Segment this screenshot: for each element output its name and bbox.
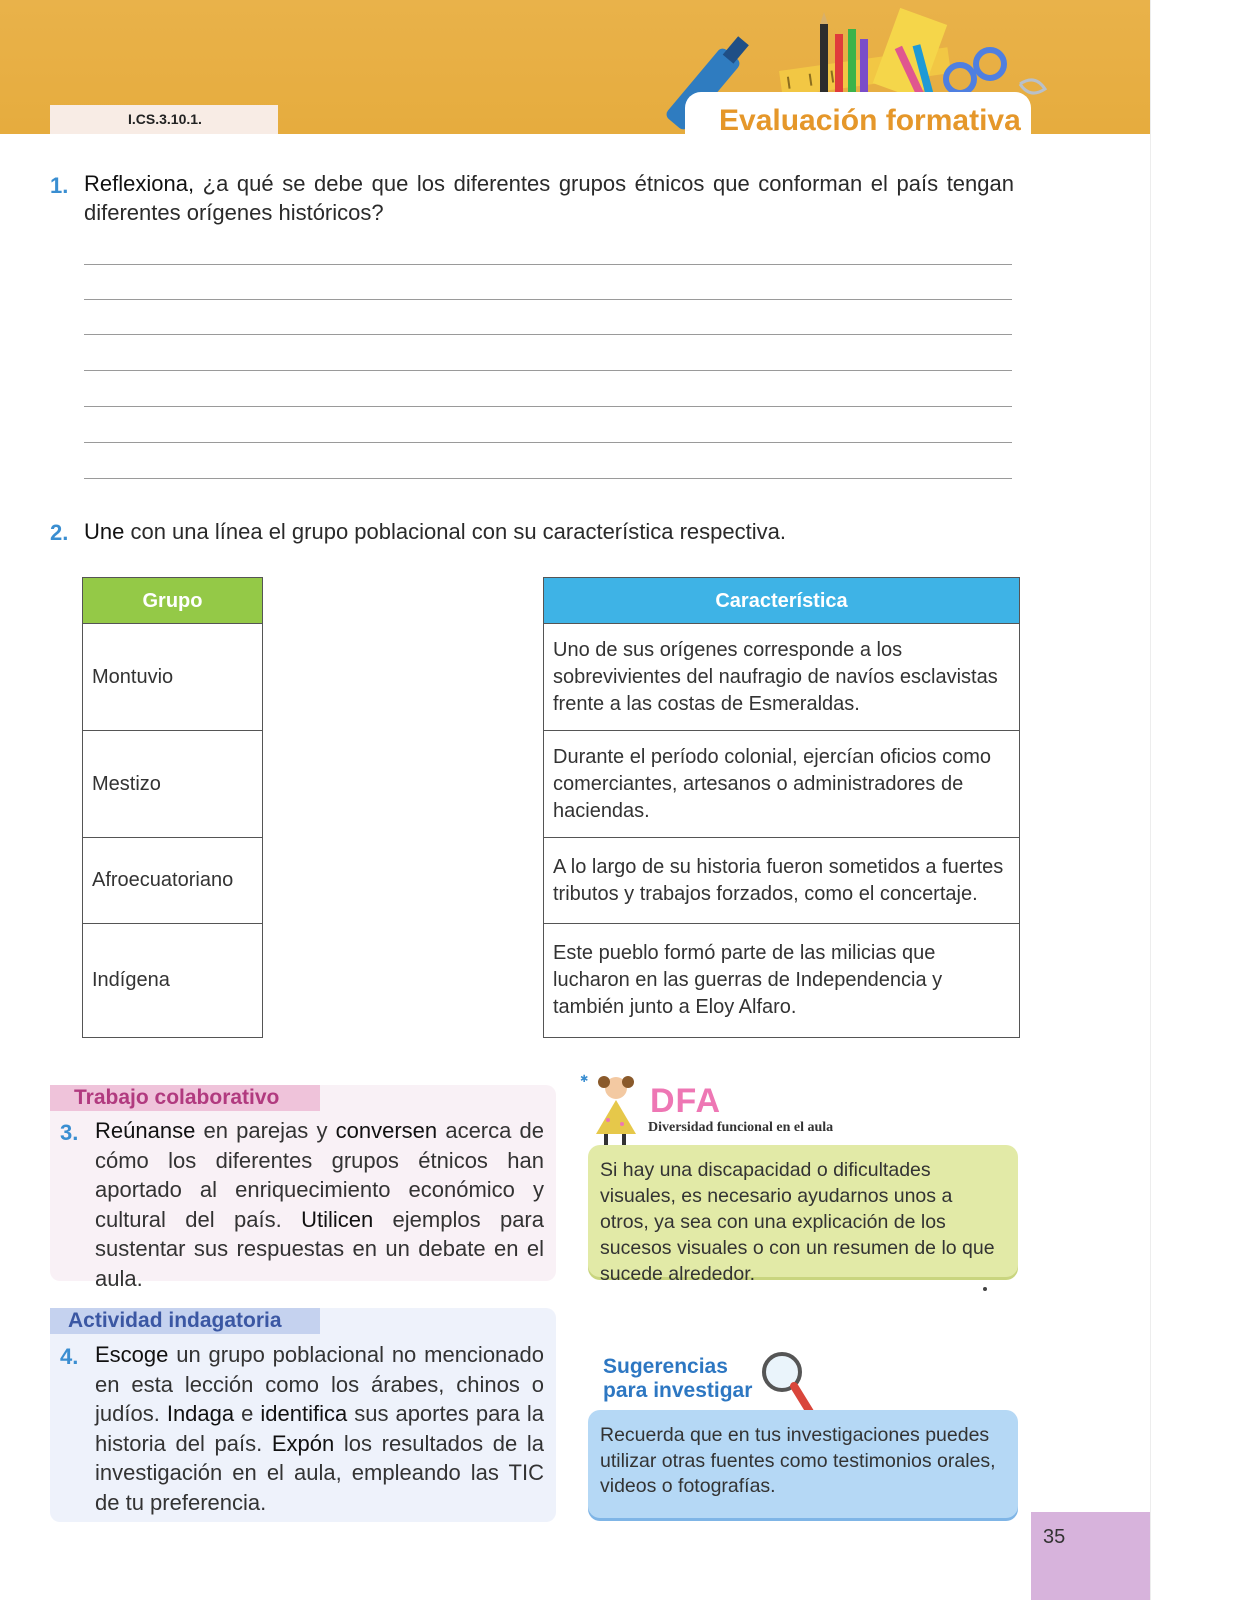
page-number: 35 bbox=[1031, 1512, 1150, 1600]
caracteristica-table bbox=[543, 577, 1020, 1038]
grupo-header: Grupo bbox=[83, 578, 262, 624]
dfa-note: Si hay una discapacidad o dificultades visuales, es necesario ayudarnos unos a otros, ya sea con una explicación de los sucesos visuales o con un resumen de lo que sucede alrededor. bbox=[588, 1145, 1018, 1277]
girl-figure-icon bbox=[578, 1072, 654, 1152]
curriculum-code: I.CS.3.10.1. bbox=[50, 105, 278, 134]
text-span: e bbox=[234, 1401, 261, 1426]
dfa-title: DFA bbox=[650, 1082, 721, 1120]
question-2-number: 2. bbox=[50, 520, 69, 545]
collab-tag: Trabajo colaborativo bbox=[50, 1085, 320, 1111]
activity-3-number: 3. bbox=[60, 1120, 79, 1145]
sugerencias-title-line: Sugerencias bbox=[603, 1355, 728, 1378]
grupo-cell-indigena[interactable]: Indígena bbox=[92, 969, 170, 991]
answer-line[interactable] bbox=[84, 478, 1012, 479]
sugerencias-title-line: para investigar bbox=[603, 1379, 753, 1402]
page-margin bbox=[1150, 0, 1236, 1600]
text-span: sus aportes para la historia del país. bbox=[95, 1401, 544, 1456]
activity-3-text bbox=[95, 1116, 544, 1293]
question-2-body: con una línea el grupo poblacional con su característica respectiva. bbox=[124, 519, 786, 544]
text-span: acerca de cómo los diferentes grupos étnicos han aportado al enriquecimiento económico y cultural del país. bbox=[95, 1118, 545, 1232]
keyword: identifica bbox=[260, 1401, 348, 1426]
keyword: Indaga bbox=[166, 1401, 235, 1426]
text-span: en parejas y bbox=[195, 1118, 336, 1143]
text-span: un grupo poblacional no mencionado en esta lección como los árabes, chinos o judíos. bbox=[95, 1342, 544, 1426]
question-1-keyword: Reflexiona, bbox=[84, 171, 195, 196]
caracteristica-header: Característica bbox=[544, 578, 1019, 624]
answer-line[interactable] bbox=[84, 264, 1012, 265]
grupo-cell-montuvio[interactable]: Montuvio bbox=[83, 624, 262, 731]
text-span: ejemplos para sustentar sus respuestas en un debate en el aula. bbox=[95, 1206, 544, 1291]
keyword: Utilicen bbox=[301, 1206, 374, 1232]
svg-text:✱: ✱ bbox=[580, 1074, 589, 1085]
dfa-subtitle: Diversidad funcional en el aula bbox=[648, 1120, 834, 1135]
stray-mark bbox=[983, 1287, 987, 1291]
indagatoria-tag: Actividad indagatoria bbox=[50, 1308, 320, 1334]
caracteristica-cell[interactable]: Este pueblo formó parte de las milicias que lucharon en las guerras de Independencia y también junto a Eloy Alfaro. bbox=[553, 942, 943, 1018]
answer-line[interactable] bbox=[84, 406, 1012, 407]
caracteristica-cell[interactable]: Durante el período colonial, ejercían oficios como comerciantes, artesanos o administradores de haciendas. bbox=[544, 731, 1019, 838]
grupo-table bbox=[82, 577, 263, 1038]
keyword: conversen bbox=[335, 1118, 438, 1143]
question-2-keyword: Une bbox=[84, 519, 125, 544]
answer-line[interactable] bbox=[84, 370, 1012, 371]
caracteristica-cell[interactable]: A lo largo de su historia fueron sometidos a fuertes tributos y trabajos forzados, como el concertaje. bbox=[544, 838, 1019, 924]
question-1-number: 1. bbox=[50, 173, 69, 198]
answer-line[interactable] bbox=[84, 334, 1012, 335]
sugerencias-note: Recuerda que en tus investigaciones puedes utilizar otras fuentes como testimonios orales, videos o fotografías. bbox=[588, 1410, 1018, 1518]
text-span: los resultados de la investigación en el aula, empleando las TIC de tu preferencia. bbox=[95, 1430, 545, 1515]
activity-4-text bbox=[95, 1340, 544, 1517]
section-title: Evaluación formativa bbox=[685, 92, 1031, 142]
grupo-cell-mestizo[interactable]: Mestizo bbox=[83, 731, 262, 838]
activity-4-number: 4. bbox=[60, 1344, 79, 1369]
grupo-cell-afroecuatoriano[interactable]: Afroecuatoriano bbox=[83, 838, 262, 924]
sugerencias-title bbox=[603, 1355, 752, 1403]
answer-line[interactable] bbox=[84, 299, 1012, 300]
question-2-text bbox=[84, 517, 1014, 546]
keyword: Escoge bbox=[95, 1342, 169, 1367]
keyword: Expón bbox=[271, 1430, 335, 1456]
answer-line[interactable] bbox=[84, 442, 1012, 443]
question-1-body: ¿a qué se debe que los diferentes grupos étnicos que conforman el país tengan diferentes orígenes históricos? bbox=[84, 171, 1014, 225]
magnifier-icon bbox=[758, 1348, 818, 1418]
question-1-text bbox=[84, 169, 1014, 227]
caracteristica-cell[interactable]: Uno de sus orígenes corresponde a los sobrevivientes del naufragio de navíos esclavistas frente a las costas de Esmeraldas. bbox=[544, 624, 1019, 731]
keyword: Reúnanse bbox=[95, 1118, 196, 1143]
